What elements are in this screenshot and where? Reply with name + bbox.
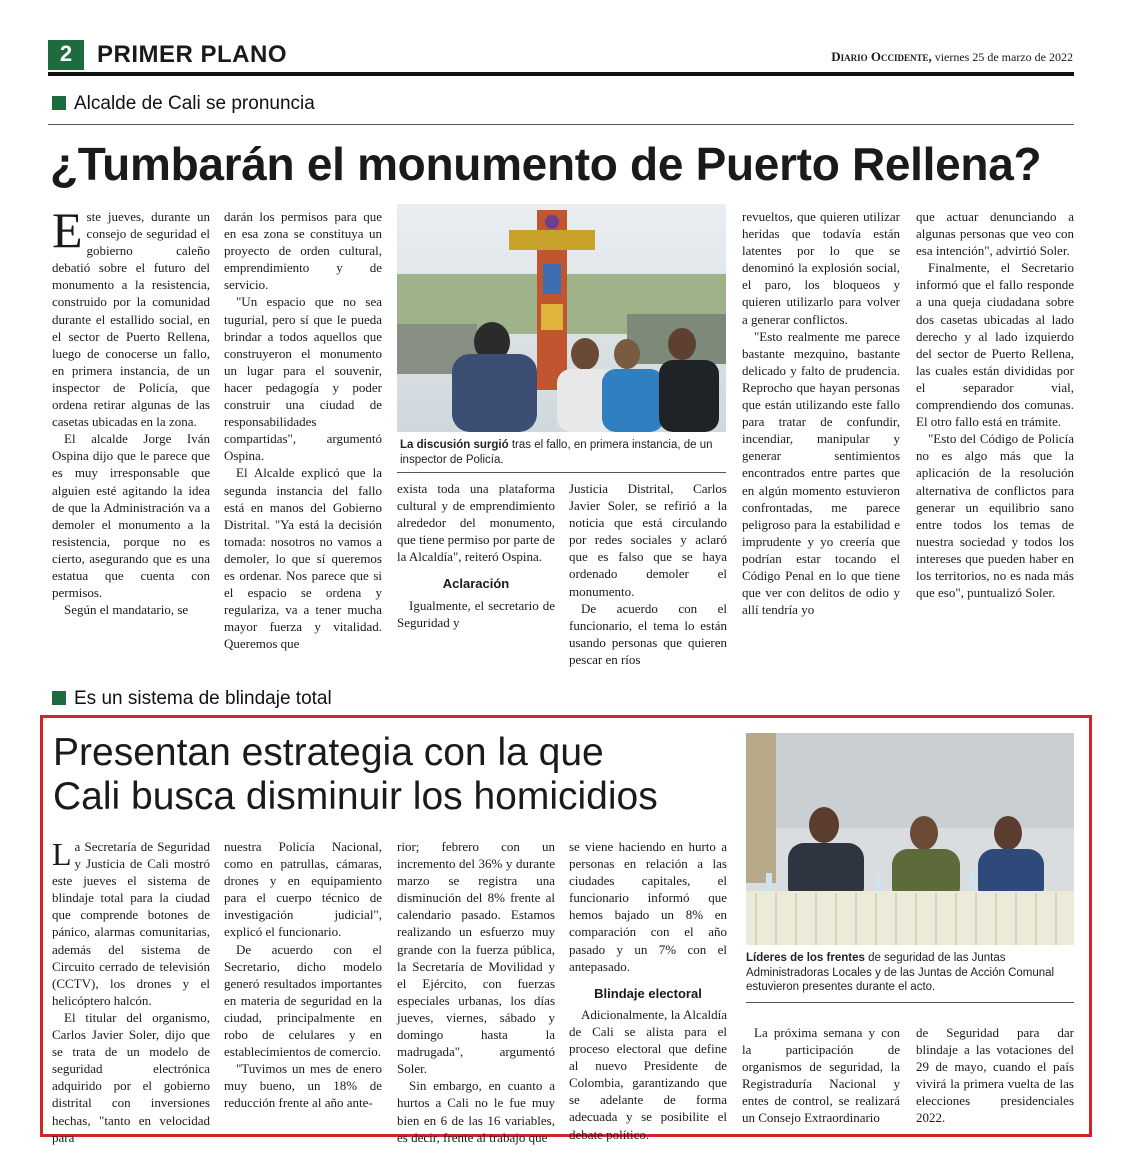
article2-column-1: La Secretaría de Seguridad y Justicia de Cali mostró este jueves el sistema de blindaje total para la ciudad que comprende botones de pánico, alarmas comunitarias, además del sistema de Circuito cerrado de televisión (CCTV), los drones y el helicóptero halcón. El titular del organismo, Carlos Javier Soler, dijo que se trata de un modelo de seguridad electrónica adquirido por el gobierno distrital con inversiones hechas, "tanto en velocidad para — [52, 836, 210, 1145]
article2-column-5: La próxima semana y con la participación de organismos de seguridad, la Registraduría Nacional y entes de control, se realizará un Consejo Extraordinario — [742, 1025, 900, 1126]
subhead-blindaje-electoral: Blindaje electoral — [594, 985, 702, 1001]
caption2-rule — [746, 1002, 1074, 1003]
article1-column-3: exista toda una plataforma cultural y de emprendimiento alrededor del monumento, que tiene permiso por parte de la Alcaldía", reiteró Ospina. Aclaración Igualmente, el secretario de Seguridad y — [397, 481, 555, 630]
section-title: PRIMER PLANO — [97, 41, 288, 68]
caption-rule — [397, 472, 726, 473]
photo1-caption: La discusión surgió tras el fallo, en primera instancia, de un inspector de Policía. — [400, 439, 713, 466]
publication-date: viernes 25 de marzo de 2022 — [934, 50, 1073, 64]
monument-photo — [397, 204, 726, 432]
kicker-square-icon — [52, 96, 66, 110]
kicker-rule — [48, 124, 1074, 125]
article2-headline: Presentan estrategia con la que Cali busca disminuir los homicidios — [53, 731, 658, 818]
photo2-caption: Líderes de los frentes de seguridad de las Juntas Administradoras Locales y de las Juntas de Acción Comunal estuvieron presentes durante el acto. — [746, 952, 1055, 993]
article2-column-3: rior; febrero con un incremento del 36% y durante marzo se registra una disminución del 8% frente al calendario pasado. Estamos realizando un esfuerzo muy grande con la fuerza pública, la Secretaría de Movilidad y el Ejército, con fuerzas especiales urbanas, los días jueves, viernes, sábado y domingo hasta la madrugada", argumentó Soler. Sin embargo, en cuanto a hurtos a Cali no le fue muy bien en 6 de las 16 variables, es decir, frente al trabajo que — [397, 839, 555, 1145]
article1-column-1: Este jueves, durante un consejo de seguridad el gobierno caleño debatió sobre el futuro del monumento a la resistencia, construido por la comunidad durante el estallido social, en el sector de Puerto Rellena, luego de conocerse un fallo, en primera instancia, de un inspector de Policía, que ordena retirar algunas de las casetas ubicadas en la zona. El alcalde Jorge Iván Ospina dijo que le parece que es muy irresponsable que alguien esté agitando la idea de que la Administración va a demoler el monumento a la resistencia, porque no es cierto, asegurando que es una estatua que cuenta con permisos. Según el mandatario, se — [52, 202, 210, 618]
subhead-aclaracion: Aclaración — [442, 576, 510, 592]
kicker-square-icon — [52, 691, 66, 705]
article2-column-4: se viene haciendo en hurto a personas en relación a las ciudades capitales, el funcionario informó que hemos bajado un 8% en comparación con el año pasado y un 7% con el antepasado. Blindaje electoral Adicionalmente, la Alcaldía de Cali se alista para el proceso electoral que define al nuevo Presidente de Colombia, garantizando que se adelante de forma adecuada y se posibilite el debate político. — [569, 839, 727, 1142]
publication-name: Diario Occidente, — [831, 49, 932, 64]
masthead — [831, 49, 1073, 65]
article1-headline: ¿Tumbarán el monumento de Puerto Rellena? — [50, 138, 1042, 190]
article1-kicker: Alcalde de Cali se pronuncia — [52, 93, 315, 115]
article2-column-6: de Seguridad para dar blindaje a las votaciones del 29 de mayo, cuando el país vivirá la primera vuelta de las elecciones presidenciales 2022. — [916, 1025, 1074, 1126]
article1-column-2: darán los permisos para que en esa zona se constituya un proyecto de orden cultural, emprendimiento y de servicio. "Un espacio que no sea tugurial, pero sí que le pueda brindar a todos aquellos que construyeron el monumento un lugar para el souvenir, hacer pedagogía y poder construir una ciudad de responsabilidades compartidas", argumentó Ospina. El Alcalde explicó que la segunda instancia del fallo está en manos del Gobierno Distrital. "Ya está la decisión tomada: nosotros no vamos a demoler, lo que sí queremos es ordenar. Nos parece que si el espacio se ordena y regulariza, va a tener mucha mayor fuerza y vitalidad. Queremos que — [224, 209, 382, 652]
monument-photo-illustration — [397, 204, 726, 432]
article2-kicker: Es un sistema de blindaje total — [52, 688, 332, 710]
header-rule — [48, 72, 1074, 76]
article1-column-5: revueltos, que quieren utilizar heridas que todavía están latentes por lo que se denominó la explosión social, el paro, los bloqueos y quieren utilizarlo para volver a generar conflictos. "Esto realmente me parece bastante mezquino, bastante delicado y falto de prudencia. Reprocho que hayan personas que están utilizando este fallo para tratar de confundir, incendiar, manipular y generar sentimientos encontrados entre partes que en algún momento estuvieron confrontadas, me parece peligroso para la estabilidad e imprudente y yo creería que podrían estar tocando el Código Penal en lo que tiene que ver con delitos de odio y allí tendría yo — [742, 209, 900, 618]
page-number: 2 — [48, 40, 84, 70]
dropcap: E — [52, 202, 83, 258]
press-conference-photo — [746, 733, 1074, 945]
article1-column-4: Justicia Distrital, Carlos Javier Soler, se refirió a la noticia que está circulando por redes sociales y aclaró que es falso que se haya ordenado demoler el monumento. De acuerdo con el funcionario, el tema lo están usando personas que quieren pescar en ríos — [569, 481, 727, 667]
dropcap: L — [52, 836, 72, 872]
article2-column-2: nuestra Policía Nacional, como en patrullas, cámaras, drones y en equipamiento para el cuerpo técnico de investigación judicial", explicó el funcionario. De acuerdo con el Secretario, dicho modelo generó resultados importantes en materia de seguridad en la ciudad, principalmente en robo de celulares y en establecimientos de comercio. "Tuvimos un mes de enero muy bueno, un 18% de reducción frente al año ante- — [224, 839, 382, 1111]
article1-column-6: que actuar denunciando a algunas personas que veo con esa intención", advirtió Soler. Finalmente, el Secretario informó que el fallo responde a una queja ciudadana sobre dos casetas ubicadas al lado derecho y al lado izquierdo del sector de Puerto Rellena, las cuales están divididas por el separador vial, comprendiendo dos comunas. El otro fallo está en trámite. "Esto del Código de Policía no es algo más que la aplicación de la resolución alternativa de conflictos para generar un equilibrio sano entre todos los temas de nuestra sociedad y todos los intereses que pueden haber en los territorios, no es nada más que eso", puntualizó Soler. — [916, 209, 1074, 601]
press-conference-illustration — [746, 733, 1074, 945]
